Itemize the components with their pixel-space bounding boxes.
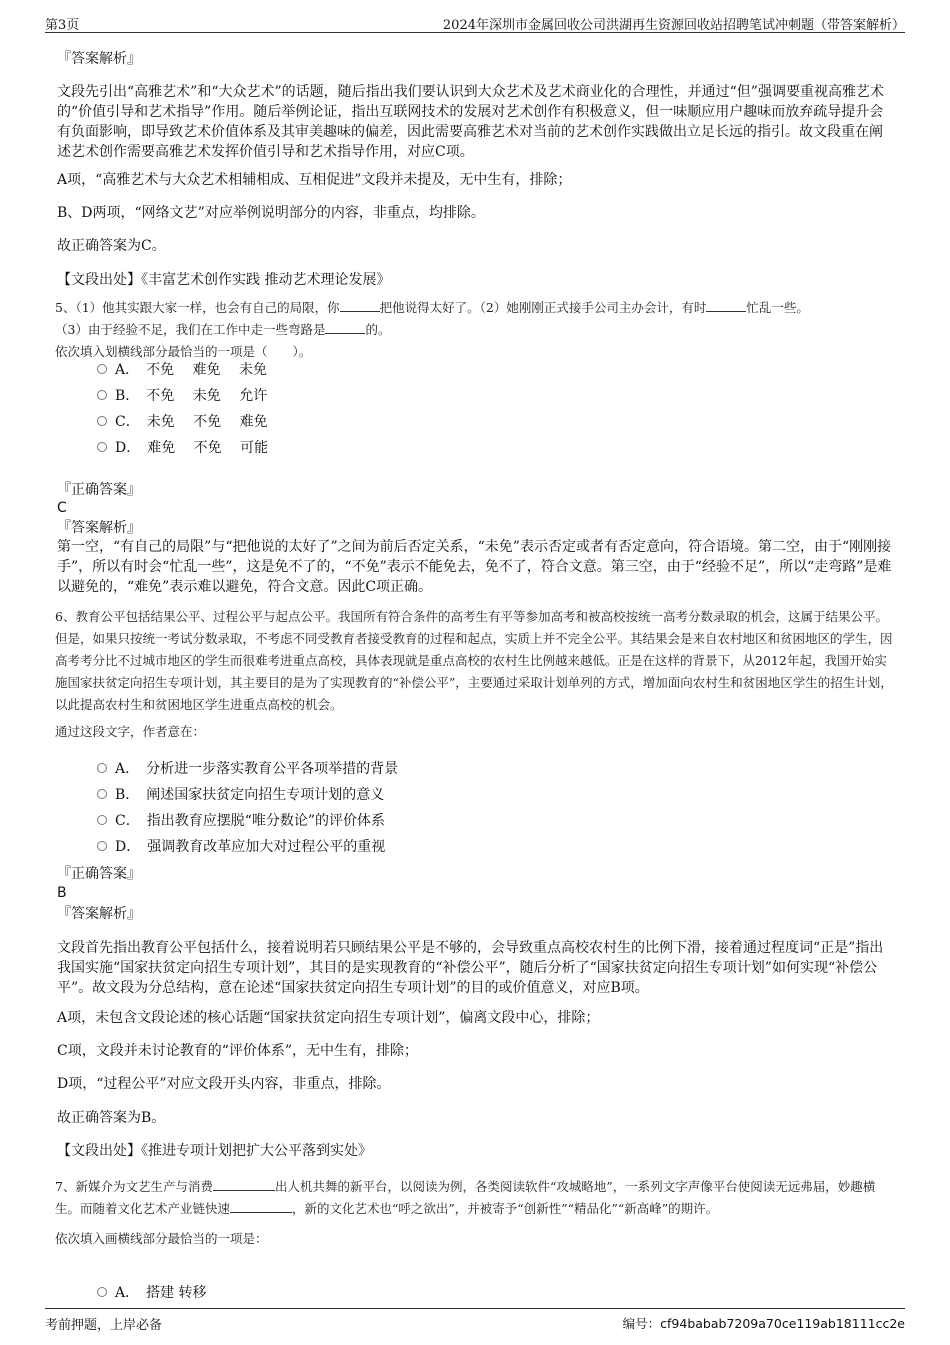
footer-divider: [45, 1308, 905, 1309]
q4-note-bd: B、D两项，“网络文艺”对应举例说明部分的内容，非重点，均排除。: [57, 205, 485, 221]
q6-note-c: C项，文段并未讨论教育的“评价体系”，无中生有，排除；: [57, 1043, 419, 1059]
q4-analysis-text: 文段先引出“高雅艺术”和“大众艺术”的话题，随后指出我们要认识到大众艺术及艺术商业化的合理性，并通过“但”强调要重视高雅艺术的“价值引导和艺术指导”作用。随后举例论证，指出互联网技术的发展对艺术创作有积极意义，但一味顺应用户趣味而放弃疏导提升会有负面影响，即导致艺术价值体系及其审美趣味的偏差，因此需要高雅艺术对当前的艺术创作实践做出立足长远的指引。故文段重在阐述艺术创作需要高雅艺术发挥价值引导和艺术指导作用，对应C项。: [57, 84, 884, 160]
q5-answer-title: 『正确答案』: [57, 482, 141, 498]
radio-icon[interactable]: [97, 442, 107, 452]
q7-prompt: 依次填入画横线部分最恰当的一项是：: [55, 1231, 268, 1246]
q6-option-a[interactable]: A． 分析进一步落实教育公平各项举措的背景: [97, 759, 398, 779]
q5-stem: 5、（1）他其实跟大家一样，也会有自己的局限，你 把他说得太好了。（2）她刚刚正式接手公司主办会计，有时 忙乱一些。 （3）由于经验不足，我们在工作中走一些弯路是 的。 依次填入划横线部分最恰当的一项是（ ）。: [55, 300, 809, 359]
radio-icon[interactable]: [97, 789, 107, 799]
q6-source: 【文段出处】《推进专项计划把扩大公平落到实处》: [57, 1143, 372, 1159]
q7-blank-2: [230, 1200, 292, 1213]
header-divider: [45, 32, 905, 33]
q5-option-d[interactable]: D． 难免 不免 可能: [97, 438, 268, 458]
q5-option-c[interactable]: C． 未免 不免 难免: [97, 412, 268, 432]
q6-note-a: A项，未包含文段论述的核心话题“国家扶贫定向招生专项计划”，偏离文段中心，排除；: [57, 1010, 600, 1026]
radio-icon[interactable]: [97, 815, 107, 825]
q6-answer: B: [57, 885, 67, 901]
q4-conclusion: 故正确答案为C。: [57, 238, 166, 254]
q6-answer-title: 『正确答案』: [57, 866, 141, 882]
radio-icon[interactable]: [97, 1287, 107, 1297]
q5-answer: C: [57, 500, 67, 516]
q7-blank-1: [213, 1178, 275, 1191]
q6-option-b[interactable]: B． 阐述国家扶贫定向招生专项计划的意义: [97, 785, 384, 805]
radio-icon[interactable]: [97, 763, 107, 773]
q5-blank-2: [706, 299, 746, 312]
q7-stem: 7、新媒介为文艺生产与消费 出人机共舞的新平台，以阅读为例，各类阅读软件“攻城略地”，一系列文字声像平台使阅读无远弗届，妙趣横生。而随着文化艺术产业链快速 ，新的文化艺术也“呼之欲出”，并被寄予“创新性”“精品化”“新高峰”的期许。: [55, 1179, 876, 1216]
page-number: 第3页: [45, 18, 80, 33]
q5-blank-3: [325, 321, 365, 334]
q6-stem: 6、教育公平包括结果公平、过程公平与起点公平。我国所有符合条件的高考生有平等参加高考和被高校按统一高考分数录取的机会，这属于结果公平。但是，如果只按统一考试分数录取，不考虑不同受教育者接受教育的过程和起点，实质上并不完全公平。其结果会是来自农村地区和贫困地区的学生，因高考考分比不过城市地区的学生而很难考进重点高校，具体表现就是重点高校的农村生比例越来越低。正是在这样的背景下，从2012年起，我国开始实施国家扶贫定向招生专项计划，其主要目的是为了实现教育的“补偿公平”，主要通过采取计划单列的方式，增加面向农村生和贫困地区学生的招生计划，以此提高农村生和贫困地区学生进重点高校的机会。: [55, 609, 893, 712]
footer-code: 编号：cf94babab7209a70ce119ab18111cc2e: [622, 1316, 905, 1331]
q5-prompt: 依次填入划横线部分最恰当的一项是（ ）。: [55, 344, 312, 359]
radio-icon[interactable]: [97, 390, 107, 400]
q6-analysis-title: 『答案解析』: [57, 906, 141, 922]
radio-icon[interactable]: [97, 416, 107, 426]
q5-option-a[interactable]: A． 不免 难免 未免: [97, 360, 267, 380]
q4-source: 【文段出处】《丰富艺术创作实践 推动艺术理论发展》: [57, 272, 391, 288]
page-header: [45, 12, 905, 32]
q6-prompt: 通过这段文字，作者意在：: [55, 724, 206, 739]
q4-note-a: A项，“高雅艺术与大众艺术相辅相成、互相促进”文段并未提及，无中生有，排除；: [57, 172, 572, 188]
q6-analysis-text: 文段首先指出教育公平包括什么，接着说明若只顾结果公平是不够的，会导致重点高校农村生的比例下滑，接着通过程度词“正是”指出我国实施“国家扶贫定向招生专项计划”，其目的是实现教育的“补偿公平”，随后分析了“国家扶贫定向招生专项计划”如何实现“补偿公平”。故文段为分总结构，意在论述“国家扶贫定向招生专项计划”的目的或价值意义，对应B项。: [57, 940, 884, 996]
q5-blank-1: [340, 299, 380, 312]
radio-icon[interactable]: [97, 364, 107, 374]
footer-slogan: 考前押题，上岸必备: [45, 1318, 163, 1333]
q6-option-c[interactable]: C． 指出教育应摆脱“唯分数论”的评价体系: [97, 811, 385, 831]
q5-analysis-text: 第一空，“有自己的局限”与“把他说的太好了”之间为前后否定关系，“未免”表示否定或者有否定意向，符合语境。第二空，由于“刚刚接手”，所以有时会“忙乱一些”，这是免不了的，“不免”表示不能免去，免不了，符合文意。第三空，由于“经验不足”，所以“走弯路”是难以避免的，“难免”表示难以避免，符合文意。因此C项正确。: [57, 539, 892, 595]
q5-analysis-title: 『答案解析』: [57, 520, 141, 536]
q6-conclusion: 故正确答案为B。: [57, 1110, 166, 1126]
radio-icon[interactable]: [97, 841, 107, 851]
q4-analysis-title: 『答案解析』: [57, 51, 141, 67]
q6-option-d[interactable]: D． 强调教育改革应加大对过程公平的重视: [97, 837, 385, 857]
q6-note-d: D项，“过程公平”对应文段开头内容，非重点，排除。: [57, 1076, 391, 1092]
q7-option-a[interactable]: A． 搭建 转移: [97, 1283, 207, 1303]
document-title: 2024年深圳市金属回收公司洪湖再生资源回收站招聘笔试冲刺题（带答案解析）: [442, 18, 905, 33]
q5-option-b[interactable]: B． 不免 未免 允许: [97, 386, 267, 406]
